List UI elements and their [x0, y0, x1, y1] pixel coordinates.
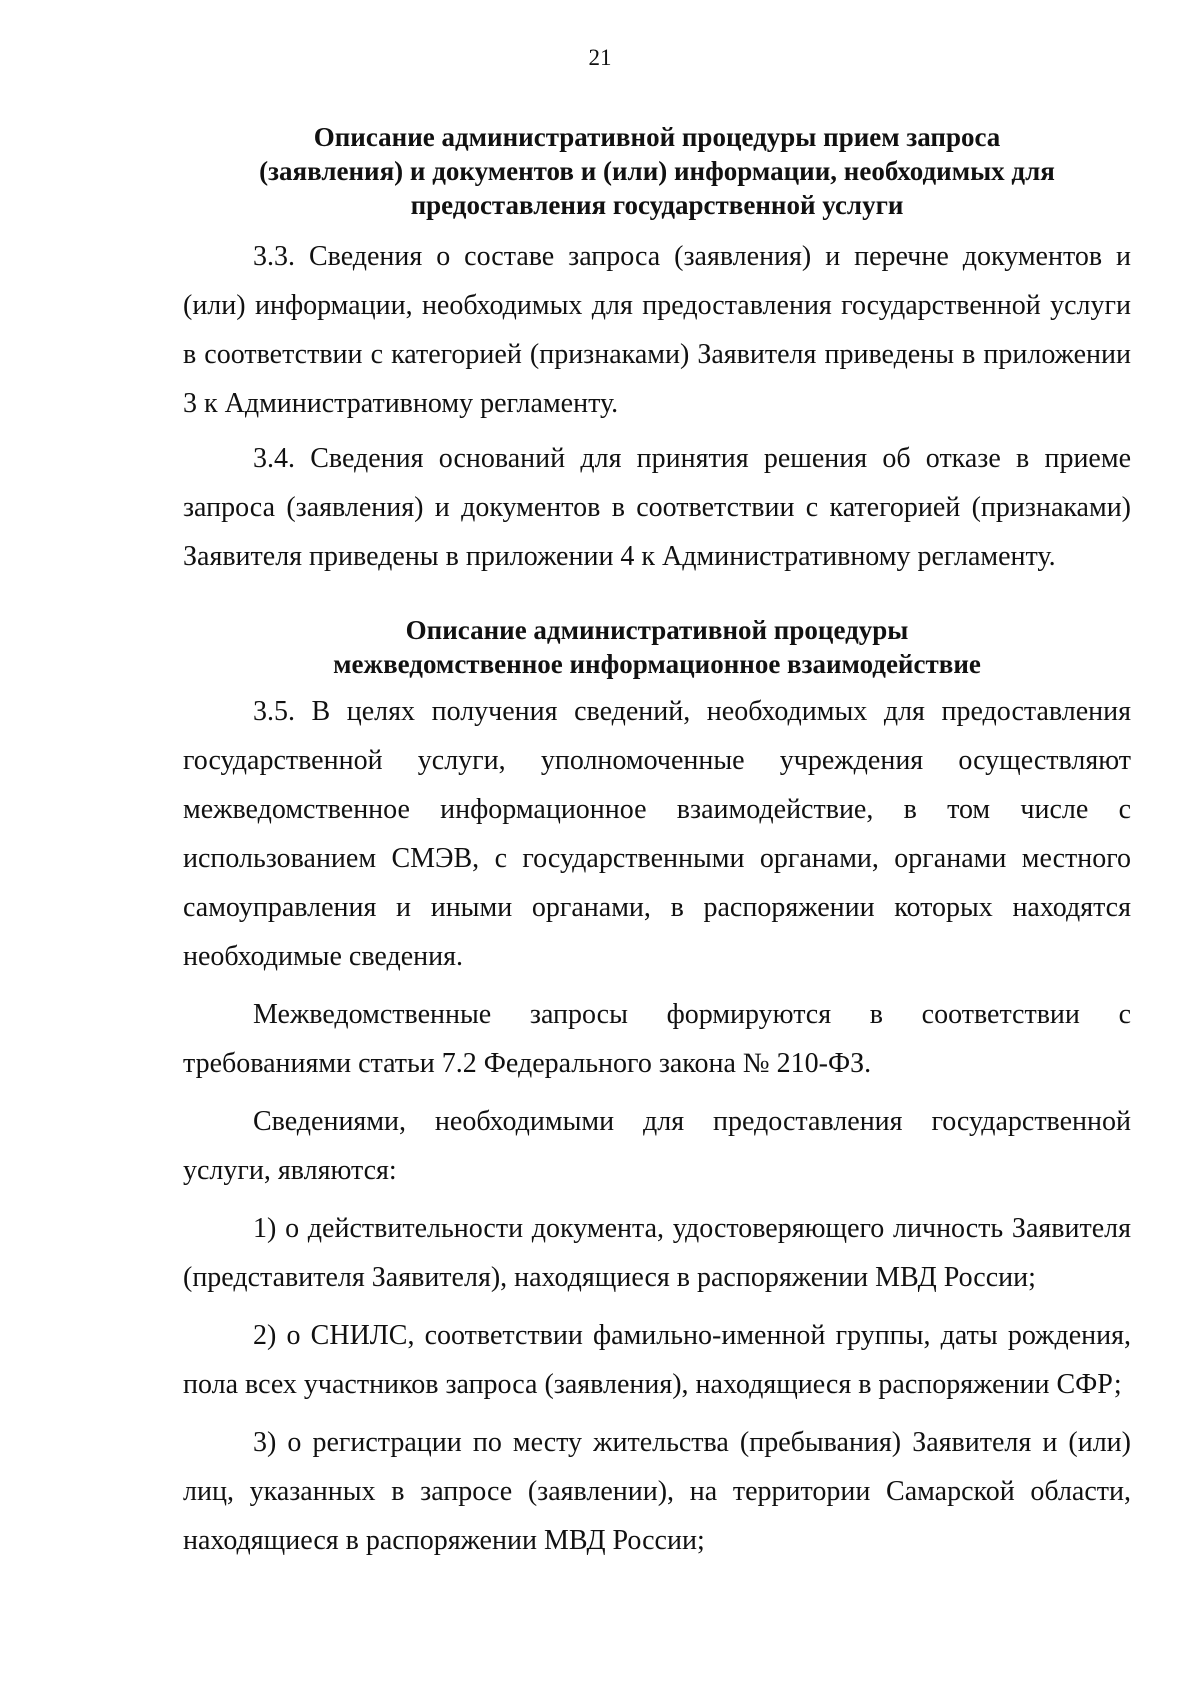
list-item-3: 3) о регистрации по месту жительства (пребывания) Заявителя и (или) лиц, указанных в запросе (заявлении), на территории Самарской области, находящиеся в распоряжении МВД России;: [183, 1427, 1131, 1556]
heading-line: межведомственное информационное взаимодействие: [333, 649, 981, 679]
list-item-1: 1) о действительности документа, удостоверяющего личность Заявителя (представителя Заявителя), находящиеся в распоряжении МВД России;: [183, 1213, 1131, 1293]
paragraph-3-4: 3.4. Сведения оснований для принятия решения об отказе в приеме запроса (заявления) и документов в соответствии с категорией (признаками) Заявителя приведены в приложении 4 к Административному регламенту.: [183, 443, 1131, 572]
paragraph-3-5: 3.5. В целях получения сведений, необходимых для предоставления государственной услуги, уполномоченные учреждения осуществляют межведомственное информационное взаимодействие, в том числе с использованием СМЭВ, с государственными органами, органами местного самоуправления и иными органами, в распоряжении которых находятся необходимые сведения.: [183, 696, 1131, 972]
heading-line: предоставления государственной услуги: [410, 190, 904, 220]
heading-line: Описание административной процедуры: [405, 615, 909, 645]
paragraph-required-info: Сведениями, необходимыми для предоставления государственной услуги, являются:: [183, 1106, 1131, 1186]
paragraph-3-3: 3.3. Сведения о составе запроса (заявления) и перечне документов и (или) информации, необходимых для предоставления государственной услуги в соответствии с категорией (признаками) Заявителя приведены в приложении 3 к Административному регламенту.: [183, 241, 1131, 419]
document-body: [183, 120, 1131, 1565]
paragraph-interagency-requests: Межведомственные запросы формируются в соответствии с требованиями статьи 7.2 Федерального закона № 210-ФЗ.: [183, 999, 1131, 1079]
section-heading-interagency: [183, 613, 1131, 681]
heading-line: Описание административной процедуры прием запроса: [313, 122, 1001, 152]
list-item-2: 2) о СНИЛС, соответствии фамильно-именной группы, даты рождения, пола всех участников запроса (заявления), находящиеся в распоряжении СФР;: [183, 1320, 1131, 1400]
heading-line: (заявления) и документов и (или) информации, необходимых для: [259, 156, 1055, 186]
section-heading-reception: [183, 120, 1131, 222]
page-number: 21: [588, 45, 612, 70]
